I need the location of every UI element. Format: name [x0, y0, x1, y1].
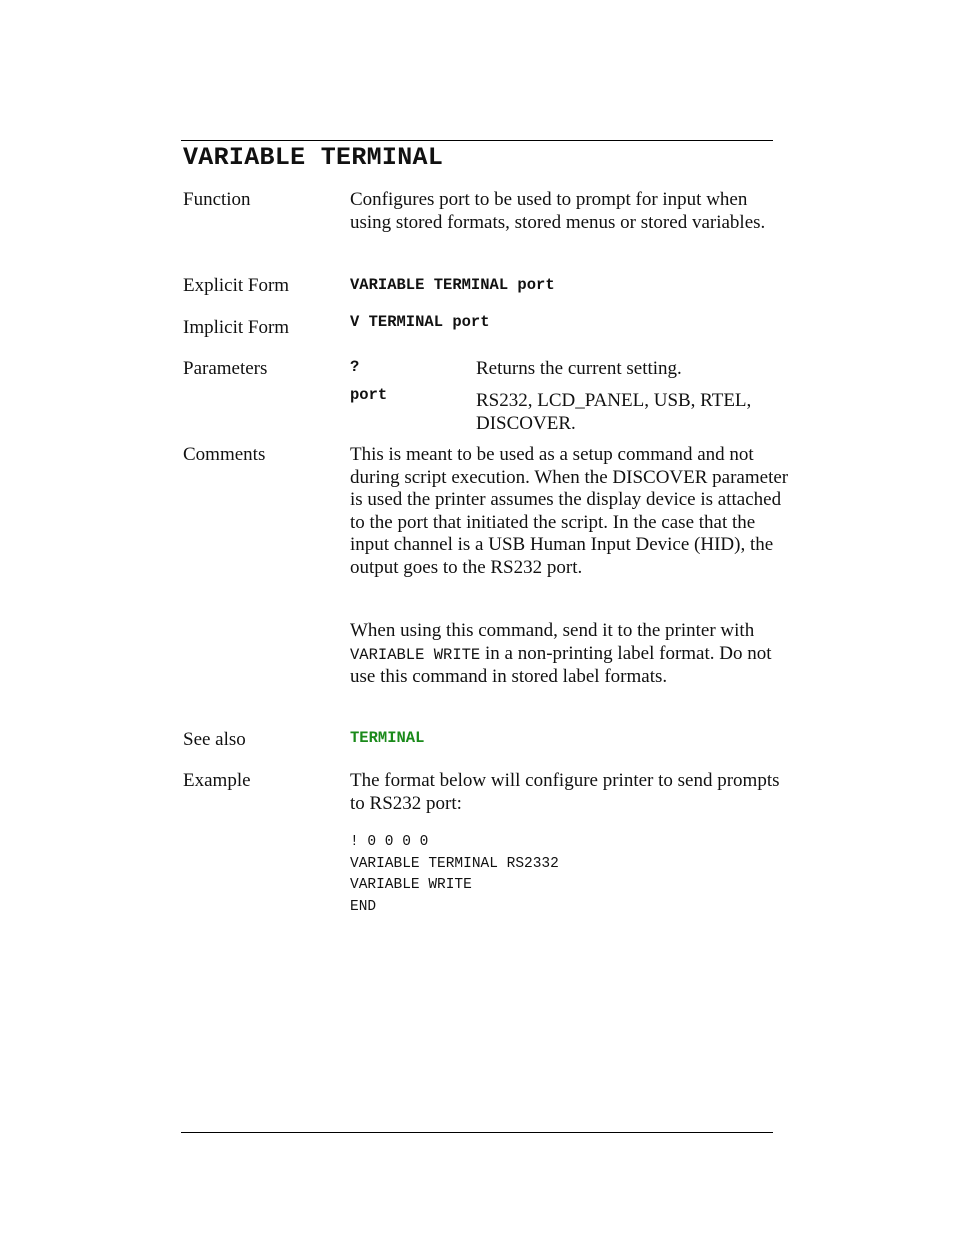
code-line: VARIABLE TERMINAL RS2332 — [350, 855, 559, 872]
example-code-block — [350, 832, 559, 919]
example-intro: The format below will configure printer to send prompts to RS232 port: — [350, 770, 780, 814]
explicit-form-code: VARIABLE TERMINAL port — [350, 276, 555, 294]
parameter-name: port — [350, 386, 388, 404]
inline-code: VARIABLE WRITE — [350, 645, 481, 664]
implicit-form-code: V TERMINAL port — [350, 313, 490, 331]
parameter-description: RS232, LCD_PANEL, USB, RTEL, DISCOVER. — [476, 390, 752, 434]
parameter-name: ? — [350, 358, 360, 376]
page-title: VARIABLE TERMINAL — [183, 143, 444, 172]
comments-paragraph: This is meant to be used as a setup command and not during script execution. When the DISCOVER parameter is used the printer assumes the display device is attached to the port that initiated the script. In the case that the input channel is a USB Human Input Device (HID), the output goes to the RS232 port. — [350, 444, 789, 578]
function-text: Configures port to be used to prompt for input when using stored formats, stored menus or stored variables. — [350, 189, 766, 233]
comments-paragraph: When using this command, send it to the printer with VARIABLE WRITE in a non-printing label format. Do not use this command in stored label formats. — [350, 620, 772, 687]
function-label: Function — [183, 189, 251, 210]
see-also-label: See also — [183, 729, 246, 750]
see-also-link-terminal[interactable]: TERMINAL — [350, 729, 425, 747]
parameters-label: Parameters — [183, 358, 268, 379]
bottom-rule — [181, 1132, 773, 1133]
code-line: VARIABLE WRITE — [350, 877, 472, 894]
parameter-description: Returns the current setting. — [476, 358, 682, 379]
example-label: Example — [183, 770, 251, 791]
code-line: ! 0 0 0 0 — [350, 834, 429, 850]
top-rule — [181, 140, 773, 141]
implicit-form-label: Implicit Form — [183, 317, 290, 338]
comments-label: Comments — [183, 444, 266, 465]
explicit-form-label: Explicit Form — [183, 275, 290, 296]
code-line: END — [350, 899, 377, 916]
